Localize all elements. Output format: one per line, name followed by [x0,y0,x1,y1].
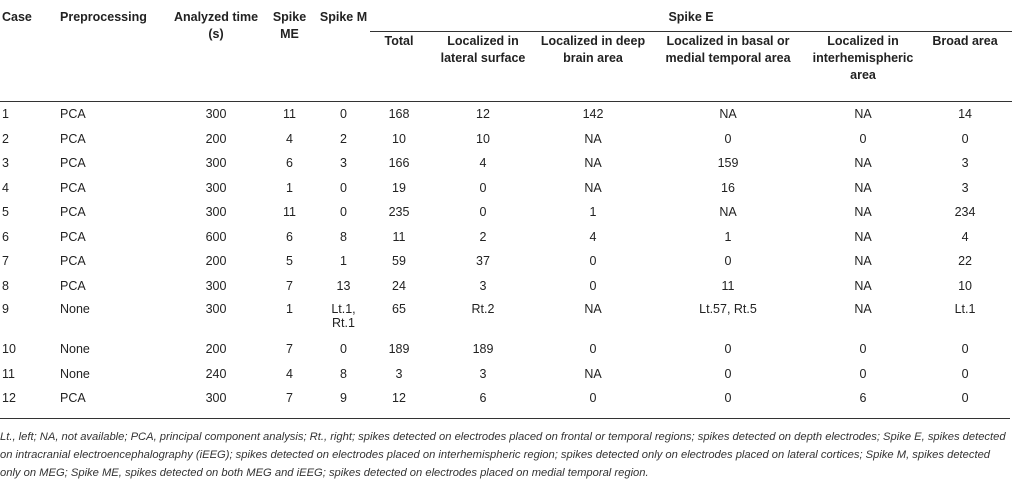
cell-case: 6 [2,229,9,244]
cell-case: 5 [2,205,9,220]
cell-analyzed-time: 300 [205,302,227,316]
cell-interhemispheric: NA [854,229,872,244]
cell-spike-me: 4 [286,366,293,381]
cell-basal: 0 [724,366,732,381]
table-row [0,127,1012,152]
cell-interhemispheric: NA [854,180,872,195]
cell-analyzed-time: 240 [205,366,227,381]
cell-spike-m: 2 [340,131,347,146]
header-spike-e: Spike E [370,0,1012,32]
header-spike-m: Spike M [317,0,370,102]
cell-analyzed-time: 300 [205,391,227,406]
cell-lateral: 37 [476,254,490,269]
cell-total: 65 [392,302,406,316]
cell-broad: 0 [961,342,969,357]
table-row [0,200,1012,225]
cell-broad: 22 [958,254,972,269]
cell-case: 4 [2,180,9,195]
header-case: Case [0,0,58,102]
cell-spike-me: 6 [286,229,293,244]
cell-lateral: 4 [479,156,487,171]
cell-deep: 142 [538,102,648,127]
cell-total: 168 [370,102,428,127]
cell-total: 11 [392,229,406,244]
cell-broad: 0 [961,131,969,146]
cell-analyzed-time: 200 [205,131,227,146]
table-row [0,386,1012,411]
table-row [0,225,1012,250]
cell-lateral: 0 [479,180,487,195]
cell-total: 19 [392,180,406,195]
cell-preprocessing: PCA [60,180,86,195]
cell-interhemispheric: NA [854,254,872,269]
cell-deep: 0 [589,391,597,406]
cell-interhemispheric: NA [854,302,872,316]
cell-broad: 4 [961,229,969,244]
cell-spike-me: 7 [286,278,293,293]
cell-analyzed-time: 600 [205,229,227,244]
cell-spike-me: 11 [262,102,317,127]
cell-spike-m: 13 [336,278,351,293]
cell-interhemispheric: 6 [859,391,867,406]
cell-basal: 1 [724,229,732,244]
cell-analyzed-time: 300 [205,156,227,171]
cell-spike-m: 0 [340,205,347,220]
table-row [0,151,1012,176]
cell-lateral: 10 [476,131,490,146]
cell-deep: NA [584,156,602,171]
cell-spike-m: 3 [340,156,347,171]
table-row [0,362,1012,387]
cell-spike-me: 4 [286,131,293,146]
cell-spike-me: 7 [286,342,293,357]
cell-basal: 0 [724,254,732,269]
cell-deep: NA [584,366,602,381]
cell-deep: NA [584,131,602,146]
cell-deep: 1 [589,205,597,220]
cell-case: 2 [2,131,9,146]
table-row [0,337,1012,362]
cell-lateral: 0 [479,205,487,220]
cell-case: 10 [2,342,16,357]
cell-broad: 14 [918,102,1012,127]
cell-deep: 4 [589,229,597,244]
cell-deep: 0 [589,278,597,293]
cell-basal: NA [648,102,808,127]
table-row [0,249,1012,274]
header-spike-me: Spike ME [262,0,317,102]
cell-spike-me: 6 [286,156,293,171]
cell-interhemispheric: 0 [859,131,867,146]
cell-lateral: Rt.2 [471,302,495,316]
cell-analyzed-time: 200 [205,254,227,269]
cell-lateral: 3 [479,278,487,293]
cell-preprocessing: None [60,342,90,357]
cell-basal: 0 [724,131,732,146]
cell-case: 9 [2,302,9,316]
cell-broad: 3 [961,156,969,171]
cell-broad: Lt.1 [954,302,976,316]
header-lateral: Localized in lateral surface [428,32,538,102]
header-analyzed-time: Analyzed time (s) [170,0,262,102]
cell-basal: 0 [724,391,732,406]
cell-case: 1 [0,102,58,127]
cell-broad: 0 [961,366,969,381]
cell-spike-m: Lt.1, Rt.1 [331,302,356,330]
cell-broad: 0 [961,391,969,406]
cell-case: 12 [2,391,16,406]
cell-preprocessing: PCA [60,205,86,220]
cell-total: 24 [392,278,406,293]
header-interhemispheric: Localized in interhemispheric area [808,32,918,102]
cell-spike-m: 0 [340,342,347,357]
cell-case: 3 [2,156,9,171]
cell-basal: NA [719,205,737,220]
cell-spike-m: 0 [340,180,347,195]
cell-analyzed-time: 300 [205,278,227,293]
cell-case: 8 [2,278,9,293]
cell-broad: 3 [961,180,969,195]
cell-case: 11 [2,366,15,381]
cell-preprocessing: PCA [60,156,86,171]
cell-lateral: 189 [472,342,494,357]
cell-interhemispheric: NA [808,102,918,127]
cell-total: 166 [388,156,410,171]
cell-preprocessing: PCA [60,229,86,244]
cell-spike-me: 7 [286,391,293,406]
table-footnote: Lt., left; NA, not available; PCA, principal component analysis; Rt., right; spikes detected on electrodes placed on frontal or temporal regions; spikes detected on depth electrodes; Spike E, spikes detected on intracranial electroencephalography (iEEG); spikes detected on electrodes placed on interhemispheric region; spikes detected only on electrodes placed on lateral cortices; Spike M, spikes detected only on MEG; Spike ME, spikes detected on both MEG and iEEG; spikes detected on electrodes placed on medial temporal region. [0,418,1010,482]
cell-analyzed-time: 300 [205,180,227,195]
cell-spike-me: 1 [286,302,293,316]
cell-basal: 0 [724,342,732,357]
table-row [0,298,1012,337]
table-row [0,274,1012,299]
cell-lateral: 2 [479,229,487,244]
cell-preprocessing: PCA [60,391,86,406]
cell-analyzed-time: 300 [170,102,262,127]
cell-deep: 0 [589,254,597,269]
cell-analyzed-time: 300 [205,205,227,220]
cell-deep: NA [584,302,602,316]
cell-total: 12 [392,391,406,406]
cell-preprocessing: None [60,366,90,381]
cell-interhemispheric: NA [854,205,872,220]
cell-total: 235 [388,205,410,220]
cell-spike-me: 11 [283,205,296,220]
cell-basal: 16 [721,180,735,195]
cell-total: 10 [392,131,406,146]
cell-spike-m: 8 [340,366,347,381]
header-broad: Broad area [918,32,1012,102]
cell-case: 7 [2,254,9,269]
header-basal: Localized in basal or medial temporal area [648,32,808,102]
cell-spike-m: 1 [340,254,347,269]
cell-lateral: 6 [479,391,487,406]
cell-preprocessing: PCA [60,254,86,269]
cell-interhemispheric: NA [854,156,872,171]
cell-interhemispheric: 0 [859,342,867,357]
cell-interhemispheric: NA [854,278,872,293]
cell-preprocessing: PCA [60,131,86,146]
table-body [0,102,1012,411]
header-total: Total [370,32,428,102]
cell-deep: 0 [589,342,597,357]
cell-basal: 11 [721,278,735,293]
header-deep: Localized in deep brain area [538,32,648,102]
cell-spike-me: 1 [286,180,293,195]
cell-spike-m: 9 [340,391,347,406]
cell-analyzed-time: 200 [205,342,227,357]
cell-total: 3 [395,366,403,381]
cell-preprocessing: PCA [60,278,86,293]
table-row [0,176,1012,201]
cell-broad: 10 [958,278,972,293]
cell-deep: NA [584,180,602,195]
cell-interhemispheric: 0 [859,366,867,381]
cell-lateral: 12 [428,102,538,127]
cell-lateral: 3 [479,366,487,381]
cell-spike-m: 0 [317,102,370,127]
cell-preprocessing: PCA [58,102,170,127]
header-preprocessing: Preprocessing [58,0,170,102]
cell-basal: Lt.57, Rt.5 [699,302,757,316]
cell-total: 59 [392,254,406,269]
cell-spike-me: 5 [286,254,293,269]
table-row [0,102,1012,127]
cell-preprocessing: None [60,302,90,316]
cell-total: 189 [388,342,410,357]
cell-spike-m: 8 [340,229,347,244]
cell-basal: 159 [717,156,739,171]
cell-broad: 234 [954,205,976,220]
